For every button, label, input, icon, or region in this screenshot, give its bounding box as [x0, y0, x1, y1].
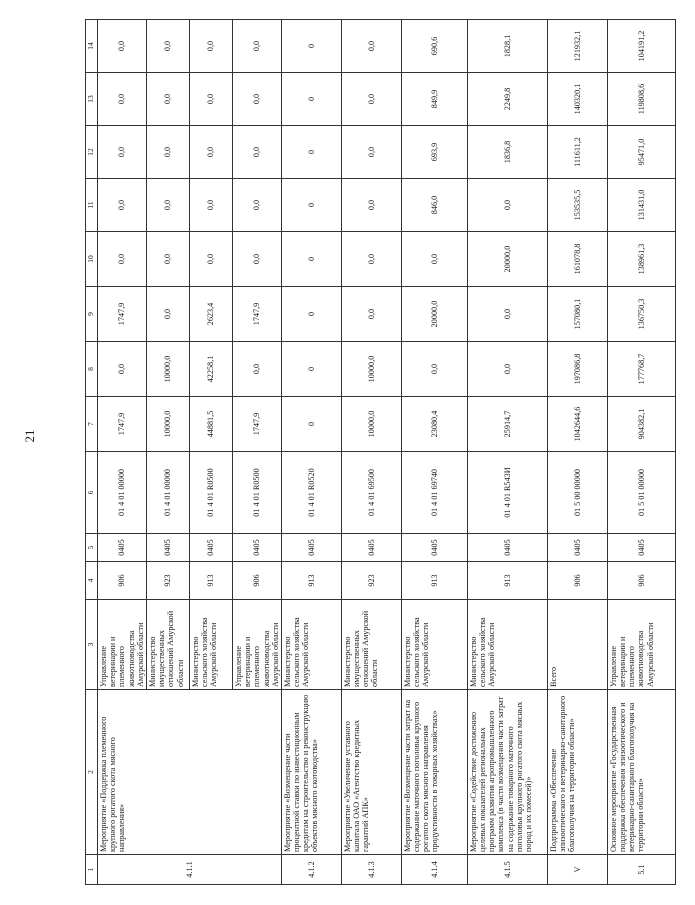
executor-cell: Министерство сельского хозяйства Амурской области	[401, 600, 467, 690]
table-row	[98, 20, 147, 885]
header-cell: 7	[86, 397, 98, 452]
value-cell: 44881,5	[189, 397, 232, 452]
value-cell: 0405	[607, 534, 675, 562]
value-cell: 1828,1	[467, 20, 547, 73]
executor-cell: Министерство имущественных отношений Амурской области	[146, 600, 189, 690]
value-cell: 0,0	[467, 342, 547, 397]
value-cell: 923	[341, 562, 401, 600]
value-cell: 0,0	[146, 73, 189, 126]
header-cell: 4	[86, 562, 98, 600]
value-cell: 161078,8	[547, 232, 607, 287]
value-cell: 01 4 01 00000	[146, 452, 189, 534]
table-row	[281, 20, 341, 885]
value-cell: 138961,3	[607, 232, 675, 287]
value-cell: 0,0	[98, 73, 147, 126]
value-cell: 0,0	[232, 20, 281, 73]
value-cell: 0,0	[189, 73, 232, 126]
header-cell: 8	[86, 342, 98, 397]
value-cell: 0405	[547, 534, 607, 562]
value-cell: 10000,0	[146, 342, 189, 397]
value-cell: 0,0	[401, 232, 467, 287]
row-number-cell: 5.1	[607, 855, 675, 885]
value-cell: 913	[281, 562, 341, 600]
value-cell: 0,0	[146, 232, 189, 287]
value-cell: 42258,1	[189, 342, 232, 397]
value-cell: 1747,9	[232, 287, 281, 342]
table-row	[607, 20, 675, 885]
executor-cell: Министерство имущественных отношений Амурской области	[341, 600, 401, 690]
header-cell: 5	[86, 534, 98, 562]
row-number-cell: 4.1.3	[341, 855, 401, 885]
value-cell: 0,0	[232, 73, 281, 126]
table-container	[85, 20, 695, 885]
value-cell: 0	[281, 397, 341, 452]
executor-cell: Министерство сельского хозяйства Амурской области	[281, 600, 341, 690]
value-cell: 0,0	[232, 342, 281, 397]
activity-name-cell: Мероприятие «Возмещение части затрат на содержание маточного поголовья крупного рогатого скота мясного направления продуктивности в товарных хозяйствах»	[401, 690, 467, 855]
value-cell: 0,0	[341, 73, 401, 126]
header-cell: 12	[86, 126, 98, 179]
value-cell: 136750,3	[607, 287, 675, 342]
value-cell: 0,0	[189, 232, 232, 287]
value-cell: 10000,0	[341, 397, 401, 452]
table-row	[401, 20, 467, 885]
value-cell: 197086,8	[547, 342, 607, 397]
header-cell: 1	[86, 855, 98, 885]
row-number-cell: 4.1.2	[281, 855, 341, 885]
header-cell: 3	[86, 600, 98, 690]
value-cell: 913	[189, 562, 232, 600]
executor-cell: Министерство сельского хозяйства Амурской области	[467, 600, 547, 690]
value-cell: 923	[146, 562, 189, 600]
row-number-cell: V	[547, 855, 607, 885]
rotated-page	[85, 20, 695, 885]
activity-name-cell: Мероприятие «Увеличение уставного капитала ОАО «Агентство кредитных гарантий АПК»	[341, 690, 401, 855]
table-row	[341, 20, 401, 885]
page-number-text: 21	[22, 429, 37, 443]
value-cell: 20000,0	[467, 232, 547, 287]
header-cell: 14	[86, 20, 98, 73]
value-cell: 0,0	[98, 126, 147, 179]
value-cell: 0	[281, 73, 341, 126]
value-cell: 0405	[467, 534, 547, 562]
value-cell: 0	[281, 126, 341, 179]
value-cell: 0	[281, 20, 341, 73]
value-cell: 25914,7	[467, 397, 547, 452]
value-cell: 0405	[281, 534, 341, 562]
value-cell: 0,0	[341, 179, 401, 232]
activity-name-cell: Основное мероприятие «Государственная поддержка обеспечения эпизоотического и ветеринарно-санитарного благополучия на территории области»	[607, 690, 675, 855]
value-cell: 01 4 01 69740	[401, 452, 467, 534]
header-cell: 2	[86, 690, 98, 855]
value-cell: 01 4 01 00000	[98, 452, 147, 534]
value-cell: 0,0	[189, 126, 232, 179]
header-cell: 9	[86, 287, 98, 342]
value-cell: 20000,0	[401, 287, 467, 342]
value-cell: 906	[547, 562, 607, 600]
value-cell: 0,0	[98, 342, 147, 397]
value-cell: 0,0	[146, 287, 189, 342]
value-cell: 01 4 01 R0500	[189, 452, 232, 534]
value-cell: 140320,1	[547, 73, 607, 126]
value-cell: 0,0	[341, 232, 401, 287]
header-cell: 11	[86, 179, 98, 232]
value-cell: 0,0	[467, 179, 547, 232]
value-cell: 0,0	[189, 20, 232, 73]
value-cell: 0	[281, 287, 341, 342]
value-cell: 0,0	[232, 179, 281, 232]
value-cell: 0405	[98, 534, 147, 562]
value-cell: 0,0	[189, 179, 232, 232]
value-cell: 906	[232, 562, 281, 600]
activity-name-cell: Мероприятие «Содействие достижению целевых показателей региональных программ развития агропромышленного комплекса (в части возмещения части затрат на содержание товарного маточного поголовья крупного рогатого скота мясных пород и их помесей)»	[467, 690, 547, 855]
value-cell: 153535,5	[547, 179, 607, 232]
value-cell: 0,0	[232, 232, 281, 287]
value-cell: 0,0	[98, 179, 147, 232]
value-cell: 104191,2	[607, 20, 675, 73]
executor-cell: Управление ветеринарии и племенного животноводства Амурской области	[98, 600, 147, 690]
value-cell: 10000,0	[146, 397, 189, 452]
executor-cell: Министерство сельского хозяйства Амурской области	[189, 600, 232, 690]
value-cell: 1747,9	[232, 397, 281, 452]
value-cell: 0,0	[98, 232, 147, 287]
value-cell: 2623,4	[189, 287, 232, 342]
value-cell: 0,0	[341, 20, 401, 73]
value-cell: 849,9	[401, 73, 467, 126]
activity-name-cell: Мероприятие «Поддержка племенного крупного рогатого скота мясного направления»	[98, 690, 282, 855]
value-cell: 0,0	[467, 287, 547, 342]
value-cell: 0405	[401, 534, 467, 562]
value-cell: 01 4 01 69500	[341, 452, 401, 534]
value-cell: 119808,6	[607, 73, 675, 126]
value-cell: 846,0	[401, 179, 467, 232]
value-cell: 121932,1	[547, 20, 607, 73]
value-cell: 0,0	[146, 126, 189, 179]
value-cell: 906	[607, 562, 675, 600]
value-cell: 904382,1	[607, 397, 675, 452]
value-cell: 10000,0	[341, 342, 401, 397]
value-cell: 0405	[341, 534, 401, 562]
value-cell: 913	[401, 562, 467, 600]
value-cell: 690,6	[401, 20, 467, 73]
row-number-cell: 4.1.1	[98, 855, 282, 885]
activity-name-cell: Подпрограмма «Обеспечение эпизоотического и ветеринарно-санитарного благополучия на территории области»	[547, 690, 607, 855]
header-cell: 6	[86, 452, 98, 534]
value-cell: 0	[281, 179, 341, 232]
row-number-cell: 4.1.4	[401, 855, 467, 885]
table-row	[467, 20, 547, 885]
value-cell: 0,0	[146, 179, 189, 232]
table-body	[86, 20, 676, 885]
value-cell: 693,9	[401, 126, 467, 179]
value-cell: 0,0	[341, 287, 401, 342]
value-cell: 0,0	[98, 20, 147, 73]
value-cell: 131431,0	[607, 179, 675, 232]
value-cell: 0	[281, 342, 341, 397]
value-cell: 1747,9	[98, 397, 147, 452]
value-cell: 01 5 00 00000	[547, 452, 607, 534]
table-row	[547, 20, 607, 885]
value-cell: 906	[98, 562, 147, 600]
value-cell: 95471,0	[607, 126, 675, 179]
header-cell: 13	[86, 73, 98, 126]
value-cell: 0,0	[232, 126, 281, 179]
row-number-cell: 4.1.5	[467, 855, 547, 885]
value-cell: 157080,1	[547, 287, 607, 342]
value-cell: 01 4 01 R543И	[467, 452, 547, 534]
header-cell: 10	[86, 232, 98, 287]
value-cell: 0,0	[401, 342, 467, 397]
value-cell: 23080,4	[401, 397, 467, 452]
value-cell: 2249,8	[467, 73, 547, 126]
value-cell: 01 4 01 R0500	[232, 452, 281, 534]
budget-table	[85, 19, 676, 885]
value-cell: 1836,8	[467, 126, 547, 179]
value-cell: 01 5 01 00000	[607, 452, 675, 534]
value-cell: 0,0	[341, 126, 401, 179]
activity-name-cell: Мероприятие «Возмещение части процентной ставки по инвестиционным кредитам на строительство и реконструкцию объектов мясного скотоводства»	[281, 690, 341, 855]
value-cell: 01 4 01 R0520	[281, 452, 341, 534]
executor-cell: Управление ветеринарии и племенного животноводства Амурской области	[232, 600, 281, 690]
value-cell: 1747,9	[98, 287, 147, 342]
value-cell: 0405	[146, 534, 189, 562]
page-number	[0, 0, 62, 905]
value-cell: 111611,2	[547, 126, 607, 179]
value-cell: 0405	[232, 534, 281, 562]
value-cell: 177768,7	[607, 342, 675, 397]
executor-cell: Всего	[547, 600, 607, 690]
value-cell: 1042644,6	[547, 397, 607, 452]
executor-cell: Управление ветеринарии и племенного животноводства Амурской области	[607, 600, 675, 690]
header-row	[86, 20, 98, 885]
value-cell: 0405	[189, 534, 232, 562]
value-cell: 913	[467, 562, 547, 600]
value-cell: 0,0	[146, 20, 189, 73]
value-cell: 0	[281, 232, 341, 287]
